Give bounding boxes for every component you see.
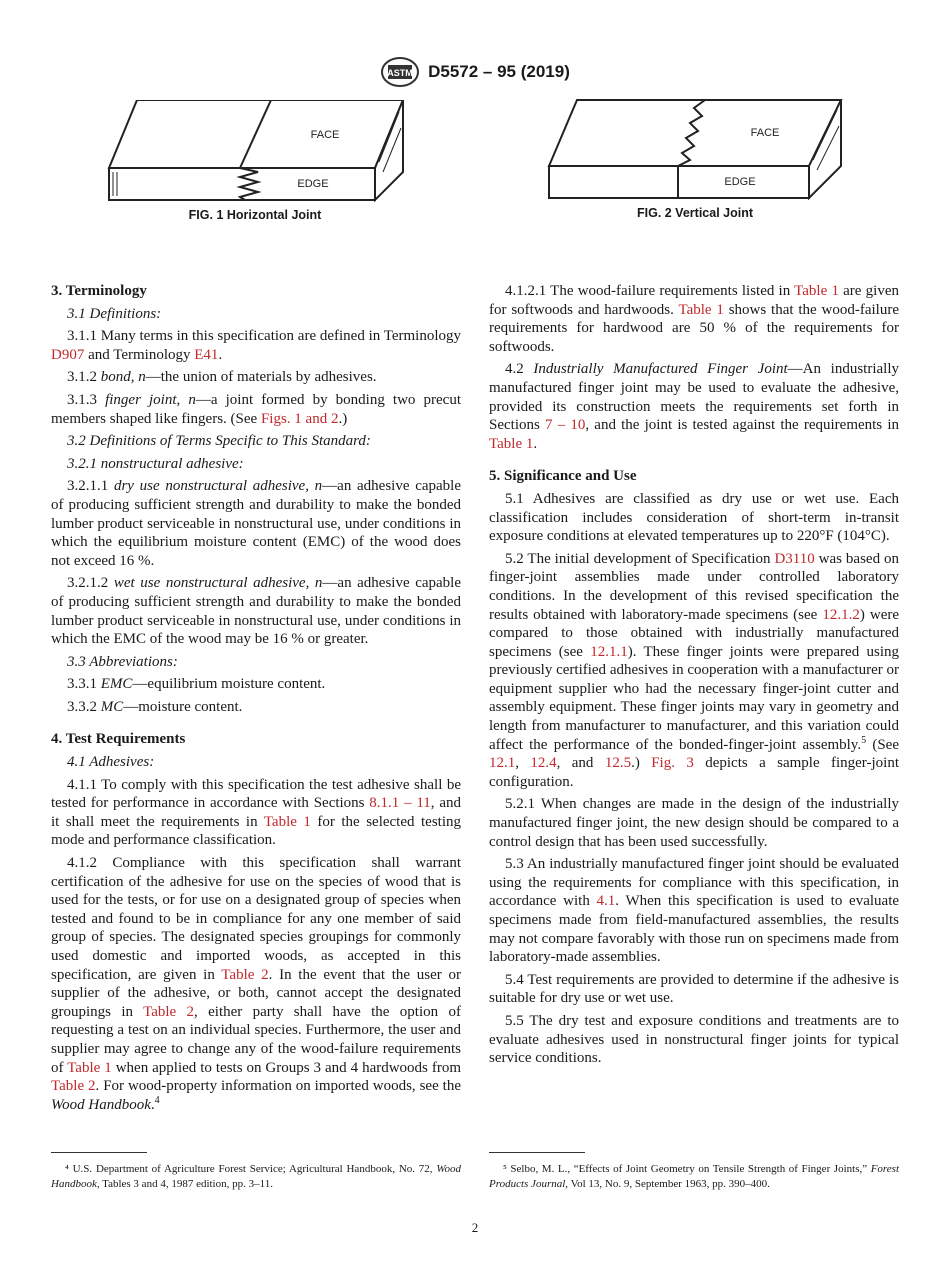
para-4-1-1: 4.1.1 To comply with this specification the test adhesive shall be tested for performance in accordance with Sections 8.1.1 – 11, and it shall meet the requirements in Table 1 for the selected testing mode and performance classification. [51, 776, 461, 849]
link-table-1[interactable]: Table 1 [489, 435, 534, 452]
astm-logo-icon [380, 56, 420, 88]
para-4-1: 4.1 Adhesives: [67, 754, 155, 771]
para-5-5: 5.5 The dry test and exposure conditions and treatments are to evaluate adhesives used in nonstructural finger joints for typical service conditions. [489, 1012, 899, 1067]
link-d907[interactable]: D907 [51, 346, 85, 363]
link-12-4[interactable]: 12.4 [530, 755, 557, 772]
link-e41[interactable]: E41 [194, 346, 219, 363]
footnote-4-marker: 4 [154, 1094, 160, 1106]
para-3-1-1: 3.1.1 Many terms in this specification are defined in Terminology D907 and Terminology E41. [51, 328, 461, 363]
link-12-1-1[interactable]: 12.1.1 [590, 643, 628, 660]
link-table-2[interactable]: Table 2 [143, 1003, 195, 1020]
para-4-1-2-1: 4.1.2.1 The wood-failure requirements listed in Table 1 are given for softwoods and hardwoods. Table 1 shows that the wood-failure requirements for hardwood are 50 % of the requirements for softwoods. [489, 283, 900, 355]
section-4-heading: 4. Test Requirements [51, 731, 186, 748]
page-header [0, 56, 950, 88]
standard-designation: D5572 – 95 (2019) [428, 62, 570, 81]
para-3-2-1-1: 3.2.1.1 dry use nonstructural adhesive, n—an adhesive capable of producing sufficient strength and durability to make the bonded lumber product serviceable in nonstructural use, under conditions in which the equilibrium moisture content (EMC) of the wood does not exceed 16 %. [51, 478, 461, 569]
fig2-face-label: FACE [750, 127, 780, 139]
footnote-5: ⁵ Selbo, M. L., “Effects of Joint Geometry on Tensile Strength of Finger Joints,” Forest Products Journal, Vol 13, No. 9, September 1963, pp. 390–400. [489, 1163, 899, 1190]
para-5-2: 5.2 The initial development of Specification D3110 was based on finger-joint assemblies made under controlled laboratory conditions. In the development of this revised specification the results obtained with laboratory-made specimens (see 12.1.2) were compared to those obtained with industrially manufactured specimens (see 12.1.1). These finger joints were prepared using previously certified adhesives in cooperation with a manufacturer or equipment supplier who had the necessary finger-joint cutter and assembly equipment. These finger joints may vary in geometry and length from manufacturer to manufacturer, and this variation could affect the performance of the bonded-finger-joint assembly.$^5$ (See 12.1, 12.4, and 12.5.) Fig. 3 depicts a sample finger-joint configuration. [489, 550, 900, 790]
svg-text:ASTM: ASTM [387, 68, 413, 78]
figure-1-caption: FIG. 1 Horizontal Joint [188, 208, 322, 222]
fig1-edge-label: EDGE [297, 178, 329, 190]
link-table-2[interactable]: Table 2 [51, 1078, 96, 1095]
para-3-1-3: 3.1.3 finger joint, n—a joint formed by bonding two precut members shaped like fingers. (See Figs. 1 and 2.) [51, 391, 462, 427]
para-3-3-2: 3.3.2 MC—moisture content. [67, 698, 243, 715]
para-5-3: 5.3 An industrially manufactured finger joint should be evaluated using the requirements for compliance with this specification, in accordance with 4.1. When this specification is used to evaluate specimens made from field-manufactured assemblies, the results may not compare favorably with those run on specimens made from laboratory-made assemblies. [489, 856, 900, 966]
link-table-1[interactable]: Table 1 [263, 813, 311, 830]
para-3-1-2: 3.1.2 bond, n—the union of materials by adhesives. [67, 369, 377, 386]
section-3-heading: 3. Terminology [51, 283, 147, 299]
left-column [51, 282, 461, 1118]
para-3-2-1-2: 3.2.1.2 wet use nonstructural adhesive, n—an adhesive capable of producing sufficient strength and durability to make the bonded lumber product serviceable in nonstructural use, under conditions in which the EMC of the wood may be 16 % or greater. [51, 575, 462, 648]
footnote-rule-left [51, 1152, 147, 1153]
link-table-1[interactable]: Table 1 [678, 301, 724, 318]
figure-2-vertical-joint [545, 98, 845, 202]
para-5-2-1: 5.2.1 When changes are made in the design of the industrially manufactured finger joint, the new design should be compared to a control design that has been used successfully. [489, 796, 899, 850]
para-4-1-2: 4.1.2 Compliance with this specification shall warrant certification of the adhesive for use on the species of wood that is used for the tests, or for use on a designated group of species when tested and found to be in compliance for any one member of said group of species. The designated species groupings for commonly used domestic and imported woods, as accepted in this specification, are given in Table 2. In the event that the user or supplier of the adhesive, or both, cannot accept the designated groupings in Table 2, either party shall have the option of requesting a test on an individual species. Furthermore, the user and supplier may agree to change any of the wood-failure requirements of Table 1 when applied to tests on Groups 3 and 4 hardwoods from Table 2. For wood-property information on imported woods, see the Wood Handbook.$^4$ [51, 855, 462, 1113]
link-fig-3[interactable]: Fig. 3 [651, 755, 694, 772]
para-5-1: 5.1 Adhesives are classified as dry use or wet use. Each classification includes consideration of short-term in-transit exposure conditions at elevated temperatures up to 220°F (104°C). [489, 490, 899, 545]
right-column [489, 282, 899, 1072]
link-8-1-1-11[interactable]: 8.1.1 – 11 [369, 795, 431, 812]
link-sections-7-10[interactable]: 7 – 10 [545, 417, 586, 434]
para-5-4: 5.4 Test requirements are provided to determine if the adhesive is suitable for dry use or wet use. [489, 971, 899, 1007]
figure-1-horizontal-joint [105, 100, 405, 204]
link-table-1[interactable]: Table 1 [67, 1059, 112, 1076]
footnote-rule-right [489, 1152, 585, 1153]
link-table-2[interactable]: Table 2 [221, 966, 269, 983]
link-12-5[interactable]: 12.5 [604, 755, 632, 772]
link-4-1[interactable]: 4.1 [596, 893, 616, 910]
para-3-2-1: 3.2.1 nonstructural adhesive: [67, 455, 244, 472]
fig1-face-label: FACE [310, 129, 340, 141]
para-3-2: 3.2 Definitions of Terms Specific to This Standard: [67, 433, 371, 450]
link-table-1[interactable]: Table 1 [794, 283, 839, 299]
footnote-5-marker: 5 [861, 734, 867, 746]
para-4-2: 4.2 Industrially Manufactured Finger Joint—An industrially manufactured finger joint may be used to evaluate the adhesive, provided its construction meets the requirements set forth in Sections 7 – 10, and the joint is tested against the requirements in Table 1. [489, 361, 899, 452]
para-3-3-1: 3.3.1 EMC—equilibrium moisture content. [67, 676, 326, 693]
link-figs-1-2[interactable]: Figs. 1 and 2 [260, 410, 339, 427]
link-d3110[interactable]: D3110 [774, 550, 815, 567]
link-12-1-2[interactable]: 12.1.2 [822, 606, 860, 623]
para-3-3: 3.3 Abbreviations: [67, 653, 178, 670]
fig2-edge-label: EDGE [724, 176, 756, 188]
para-3-1: 3.1 Definitions: [67, 305, 162, 322]
footnote-4: ⁴ U.S. Department of Agriculture Forest Service; Agricultural Handbook, No. 72, Wood Handbook, Tables 3 and 4, 1987 edition, pp. 3–11. [51, 1163, 461, 1190]
figure-2-caption: FIG. 2 Vertical Joint [636, 206, 753, 220]
page-number: 2 [471, 1220, 479, 1235]
link-12-1[interactable]: 12.1 [489, 755, 516, 772]
section-5-heading: 5. Significance and Use [489, 468, 637, 485]
